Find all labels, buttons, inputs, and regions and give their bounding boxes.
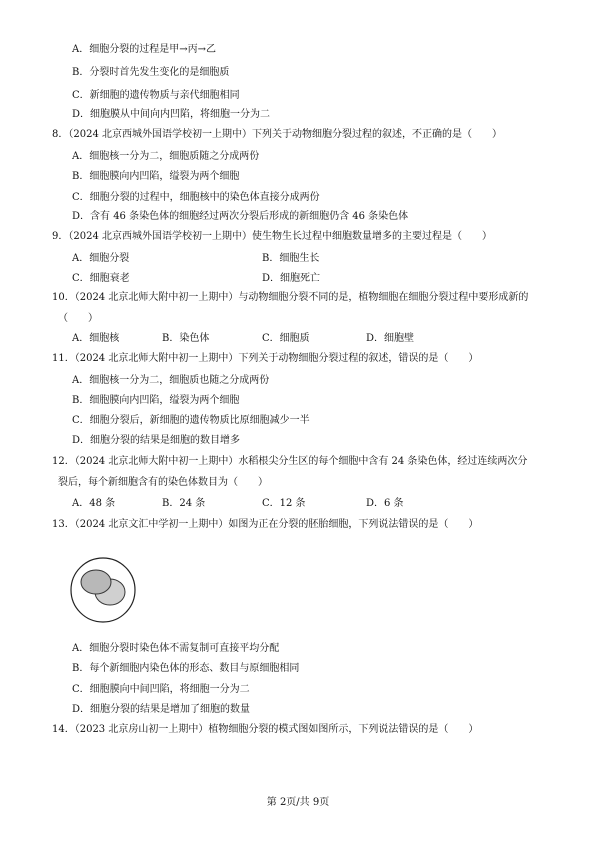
q12-stem-continued: 裂后，每个新细胞含有的染色体数目为（ ） [58,477,268,488]
q7-option-c: C．新细胞的遗传物质与亲代细胞相同 [72,90,240,101]
q10-option-b: B．染色体 [162,333,210,344]
q12-option-b: B．24 条 [162,498,206,509]
q9-option-a: A．细胞分裂 [72,253,130,264]
q11-stem: 11．（2024 北京北师大附中初一上期中）下列关于动物细胞分裂过程的叙述，错误的是（ ） [52,353,479,364]
q12-stem: 12．（2024 北京北师大附中初一上期中）水稻根尖分生区的每个细胞中含有 24 条染色体，经过连续两次分 [52,456,528,467]
q10-option-c: C．细胞质 [262,333,310,344]
q12-option-d: D．6 条 [366,498,404,509]
q8-option-b: B．细胞膜向内凹陷，缢裂为两个细胞 [72,171,240,182]
q9-option-d: D．细胞死亡 [262,273,321,284]
q7-option-a: A．细胞分裂的过程是甲→丙→乙 [72,44,216,55]
q7-option-b: B．分裂时首先发生变化的是细胞质 [72,67,230,78]
daughter-cell-left [81,570,111,594]
q11-option-b: B．细胞膜向内凹陷，缢裂为两个细胞 [72,395,240,406]
q13-option-d: D．细胞分裂的结果是增加了细胞的数量 [72,704,251,715]
q8-option-c: C．细胞分裂的过程中，细胞核中的染色体直接分成两份 [72,192,320,203]
q10-option-d: D．细胞壁 [366,333,415,344]
q11-option-c: C．细胞分裂后，新细胞的遗传物质比原细胞减少一半 [72,415,310,426]
q10-stem: 10．（2024 北京北师大附中初一上期中）与动物细胞分裂不同的是，植物细胞在细胞分裂过程中要形成新的 [52,292,529,303]
q11-option-a: A．细胞核一分为二，细胞质也随之分成两份 [72,375,270,386]
q14-stem: 14．（2023 北京房山初一上期中）植物细胞分裂的模式图如图所示，下列说法错误的是（ ） [52,724,479,735]
q9-stem: 9．（2024 北京西城外国语学校初一上期中）使生物生长过程中细胞数量增多的主要过程是（ ） [52,231,492,242]
q7-option-d: D．细胞膜从中间向内凹陷，将细胞一分为二 [72,109,271,120]
q11-option-d: D．细胞分裂的结果是细胞的数目增多 [72,435,241,446]
page-number-footer: 第 2页/共 9页 [266,797,330,808]
q12-option-a: A．48 条 [72,498,116,509]
q13-option-b: B．每个新细胞内染色体的形态、数目与原细胞相同 [72,663,300,674]
q8-option-a: A．细胞核一分为二，细胞质随之分成两份 [72,151,260,162]
dividing-embryo-cell-figure [66,553,142,629]
q12-option-c: C．12 条 [262,498,306,509]
q9-option-c: C．细胞衰老 [72,273,130,284]
q10-stem-continued: （ ） [58,313,98,324]
q8-option-d: D．含有 46 条染色体的细胞经过两次分裂后形成的新细胞仍含 46 条染色体 [72,211,409,222]
q13-option-c: C．细胞膜向中间凹陷，将细胞一分为二 [72,684,250,695]
q8-stem: 8．（2024 北京西城外国语学校初一上期中）下列关于动物细胞分裂过程的叙述，不正确的是（ ） [52,129,502,140]
q13-option-a: A．细胞分裂时染色体不需复制可直接平均分配 [72,643,280,654]
q13-stem: 13．（2024 北京文汇中学初一上期中）如图为正在分裂的胚胎细胞，下列说法错误的是（ ） [52,519,479,530]
q10-option-a: A．细胞核 [72,333,120,344]
q9-option-b: B．细胞生长 [262,253,320,264]
